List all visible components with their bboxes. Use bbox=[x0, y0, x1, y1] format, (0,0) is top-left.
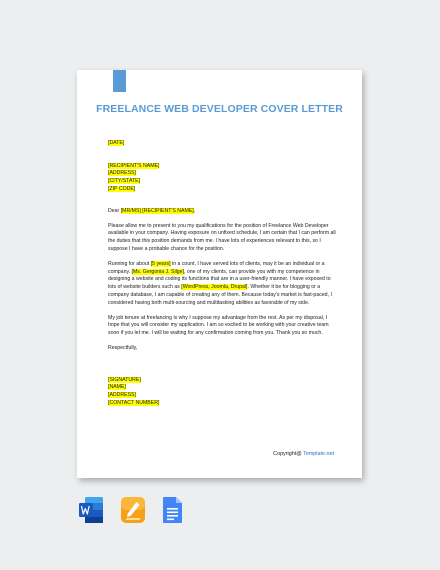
salutation: Dear [MR/MS] [RECIPIENT'S NAME], bbox=[108, 207, 196, 214]
signature-name: [NAME] bbox=[108, 384, 126, 391]
signature-address: [ADDRESS] bbox=[108, 391, 136, 398]
copyright-footer: Copyright@ Template.net bbox=[273, 451, 334, 457]
recipient-block bbox=[108, 163, 336, 194]
format-icons bbox=[78, 496, 188, 526]
signature-contact: [CONTACT NUMBER] bbox=[108, 399, 160, 406]
recipient-zip: [ZIP CODE] bbox=[108, 185, 136, 192]
signature-field: [SIGNATURE] bbox=[108, 376, 141, 383]
document-page bbox=[77, 70, 362, 478]
builders-field: [WordPress, Joomla, Drupal] bbox=[181, 284, 248, 291]
recipient-name: [RECIPIENT'S NAME] bbox=[108, 162, 160, 169]
date-block bbox=[108, 140, 336, 148]
paragraph-1: Please allow me to present to you my qualifications for the position of Freelance Web Developer available in your company. Having exposure on unfixed schedule, I am certain that I can perform all the duties that this position demands from me. I have lots of experiences relevant to this, so I suppose I have a probable chance for the position. bbox=[108, 222, 336, 252]
document-title: FREELANCE WEB DEVELOPER COVER LETTER bbox=[96, 103, 343, 115]
client-name-field: [Ms. Gergonia J. Silge] bbox=[131, 268, 185, 275]
letter-body bbox=[108, 140, 336, 407]
date-field: [DATE] bbox=[108, 140, 125, 146]
closing: Respectfully, bbox=[108, 345, 138, 352]
template-brand-link[interactable]: Template.net bbox=[303, 451, 334, 457]
pages-icon[interactable] bbox=[120, 496, 146, 524]
page-accent-tab bbox=[113, 70, 126, 92]
google-docs-icon[interactable] bbox=[162, 496, 184, 524]
signature-block bbox=[108, 377, 336, 408]
word-icon[interactable] bbox=[78, 496, 104, 524]
years-field: [5 years] bbox=[150, 261, 171, 268]
recipient-city-state: [CITY/STATE] bbox=[108, 178, 141, 185]
paragraph-3: My job tenure at freelancing is why I suppose my advantage from the rest. As per my disposal, I hope that you will consider my application. I am so excited to be working with your creative team soon if you let me. I will be waiting for any confirmation coming from you. Thank you so much. bbox=[108, 314, 329, 337]
salutation-name: [MR/MS] [RECIPIENT'S NAME] bbox=[120, 207, 194, 214]
recipient-address: [ADDRESS] bbox=[108, 170, 136, 177]
paragraph-2: Running for about [5 years] in a count, I have served lots of clients, may it be an individual or a company. [Ms. Gergonia J. Silge], one of my clients, can provide you with my competence in designing a website and coding its functions that are in a user-friendly manner. I have exposed to lots of website builders such as [WordPress, Joomla, Drupal]. Whether it be for blogging or a company database, I am capable of creating any of them. Because today's market is fast-paced, I considered having both multi-sourcing and multitasking abilities as favorable of my side. bbox=[108, 261, 332, 306]
